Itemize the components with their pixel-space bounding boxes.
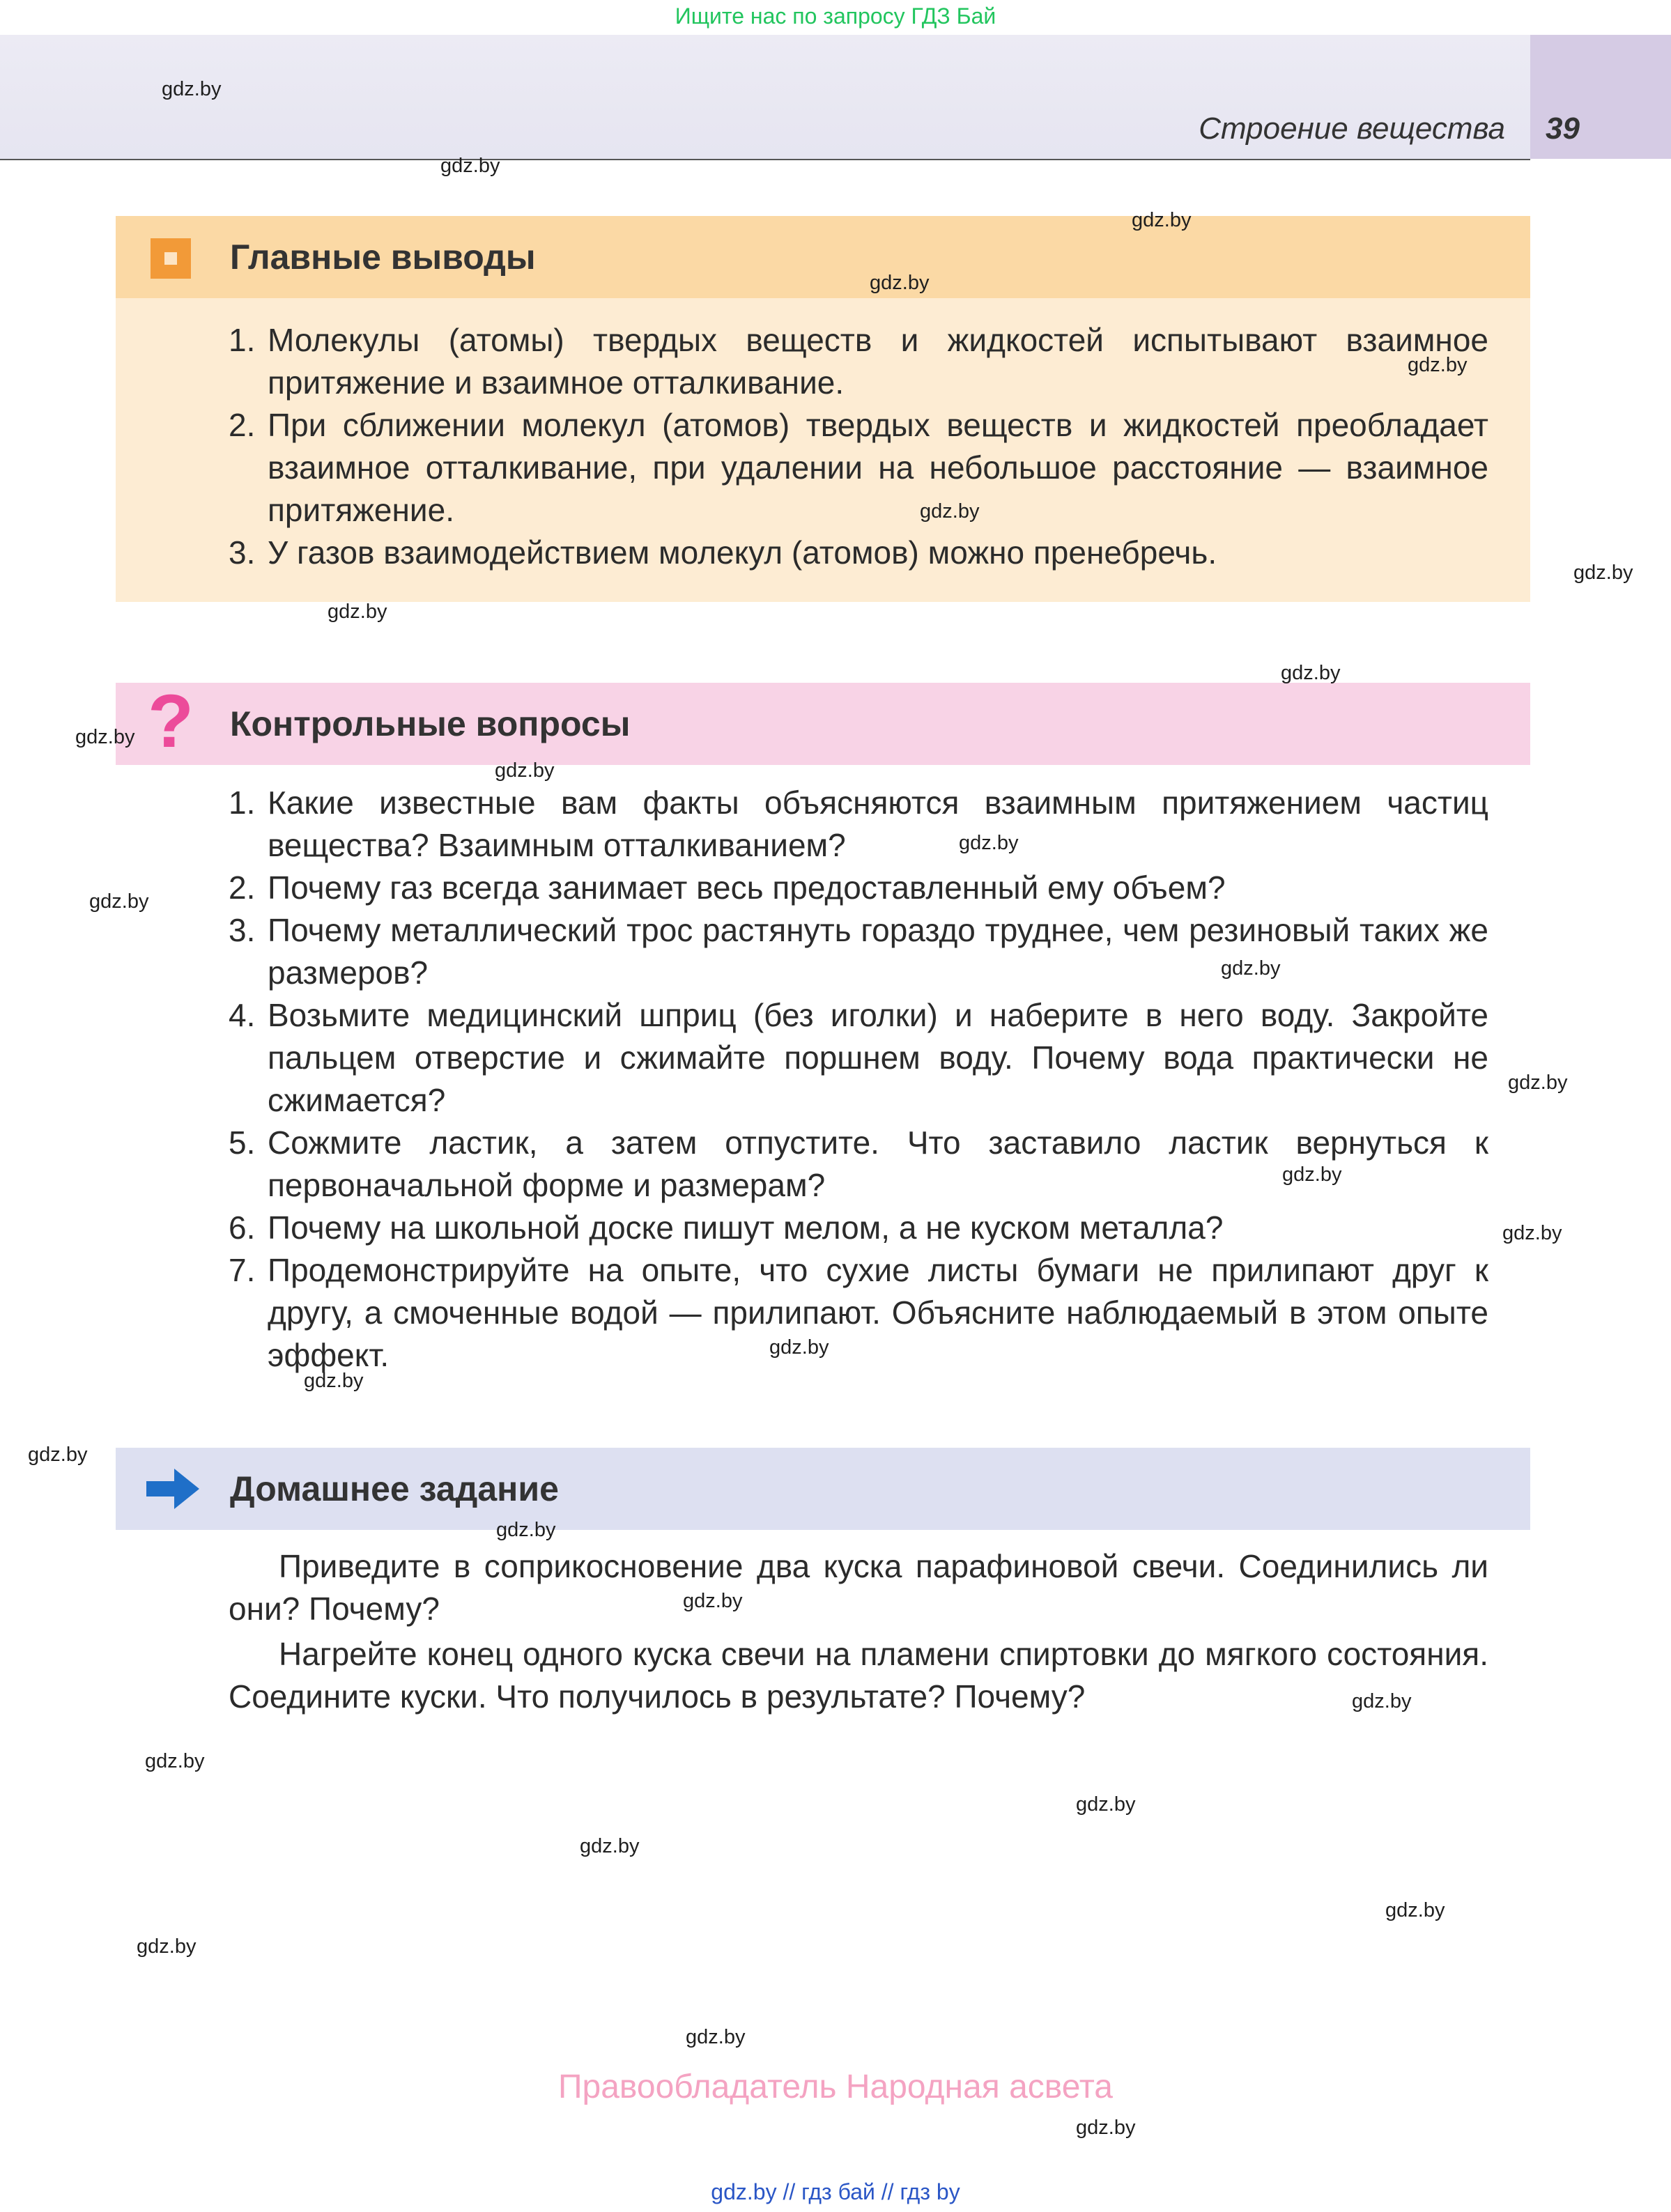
- conclusions-header: [116, 216, 1530, 298]
- watermark: gdz.by: [328, 601, 387, 623]
- orange-square-icon: [151, 238, 191, 279]
- conclusions-title: Главные выводы: [230, 238, 536, 277]
- watermark: gdz.by: [1408, 354, 1468, 376]
- list-item: 1. Молекулы (атомы) твердых веществ и жидкостей испытывают взаимное притяжение и взаимное отталкивание.: [229, 322, 1488, 401]
- homework-title: Домашнее задание: [230, 1469, 559, 1508]
- watermark: gdz.by: [920, 500, 980, 523]
- homework-header: [116, 1448, 1530, 1530]
- list-item: 3. Почему металлический трос растянуть гораздо труднее, чем резиновый таких же размеров?: [229, 912, 1488, 991]
- watermark: gdz.by: [162, 78, 222, 100]
- list-item: 2. При сближении молекул (атомов) твердых веществ и жидкостей преобладает взаимное отталкивание, при удалении на небольшое расстояние — взаимное притяжение.: [229, 407, 1488, 528]
- questions-title: Контрольные вопросы: [230, 704, 631, 743]
- watermark: gdz.by: [870, 272, 930, 294]
- watermark: gdz.by: [1352, 1690, 1412, 1712]
- watermark: gdz.by: [1281, 662, 1341, 684]
- watermark: gdz.by: [959, 832, 1019, 854]
- watermark: gdz.by: [495, 759, 555, 782]
- watermark: gdz.by: [1508, 1072, 1568, 1094]
- watermark: gdz.by: [686, 2026, 746, 2048]
- list-item: 5. Сожмите ластик, а затем отпустите. Что заставило ластик вернуться к первоначальной форме и размерам?: [229, 1124, 1488, 1203]
- copyright-notice: Правообладатель Народная асвета: [558, 2068, 1113, 2105]
- watermark: gdz.by: [1076, 1793, 1136, 1816]
- watermark: gdz.by: [683, 1590, 743, 1612]
- list-item: 1. Какие известные вам факты объясняются взаимным притяжением частиц вещества? Взаимным отталкиванием?: [229, 784, 1488, 863]
- watermark: gdz.by: [440, 155, 500, 177]
- homework-paragraph: Нагрейте конец одного куска свечи на пламени спиртовки до мягкого состояния. Соедините куски. Что получилось в результате? Почему?: [229, 1636, 1488, 1715]
- page-number: 39: [1546, 111, 1580, 146]
- watermark: gdz.by: [28, 1444, 88, 1466]
- questions-header: [116, 679, 1530, 765]
- questions-list: [229, 782, 1488, 1377]
- watermark: gdz.by: [89, 890, 149, 913]
- watermark: gdz.by: [145, 1750, 205, 1772]
- watermark: gdz.by: [1573, 562, 1633, 584]
- list-item: 2. Почему газ всегда занимает весь предоставленный ему объем?: [229, 869, 1226, 906]
- homework-paragraph: Приведите в соприкосновение два куска парафиновой свечи. Соединились ли они? Почему?: [229, 1548, 1488, 1627]
- watermark: gdz.by: [1221, 957, 1281, 980]
- watermark: gdz.by: [137, 1935, 197, 1958]
- watermark: gdz.by: [496, 1519, 556, 1541]
- conclusions-list: [229, 319, 1488, 574]
- watermark: gdz.by: [769, 1336, 829, 1359]
- watermark: gdz.by: [1282, 1163, 1342, 1186]
- watermark: gdz.by: [580, 1835, 640, 1857]
- watermark: gdz.by: [1385, 1899, 1445, 1921]
- list-item: 7. Продемонстрируйте на опыте, что сухие листы бумаги не прилипают друг к другу, а смоченные водой — прилипают. Объясните наблюдаемый в этом опыте эффект.: [229, 1252, 1488, 1373]
- watermark: gdz.by: [1502, 1222, 1562, 1244]
- watermark: gdz.by: [1132, 209, 1192, 231]
- list-item: 4. Возьмите медицинский шприц (без иголки) и наберите в него воду. Закройте пальцем отверстие и сжимайте поршнем воду. Почему вода практически не сжимается?: [229, 997, 1488, 1118]
- question-mark-icon: ?: [148, 679, 194, 763]
- watermark: gdz.by: [304, 1370, 364, 1392]
- watermark: gdz.by: [1076, 2117, 1136, 2139]
- list-item: 3. У газов взаимодействием молекул (атомов) можно пренебречь.: [229, 534, 1217, 571]
- bottom-links[interactable]: gdz.by // гдз бай // гдз by: [711, 2179, 960, 2204]
- watermark: gdz.by: [75, 726, 135, 748]
- list-item: 6. Почему на школьной доске пишут мелом, а не куском металла?: [229, 1209, 1224, 1246]
- arrow-right-icon: [144, 1466, 202, 1512]
- top-banner: Ищите нас по запросу ГДЗ Бай: [675, 3, 996, 29]
- running-title: Строение вещества: [1199, 111, 1505, 146]
- header-divider: [0, 159, 1530, 160]
